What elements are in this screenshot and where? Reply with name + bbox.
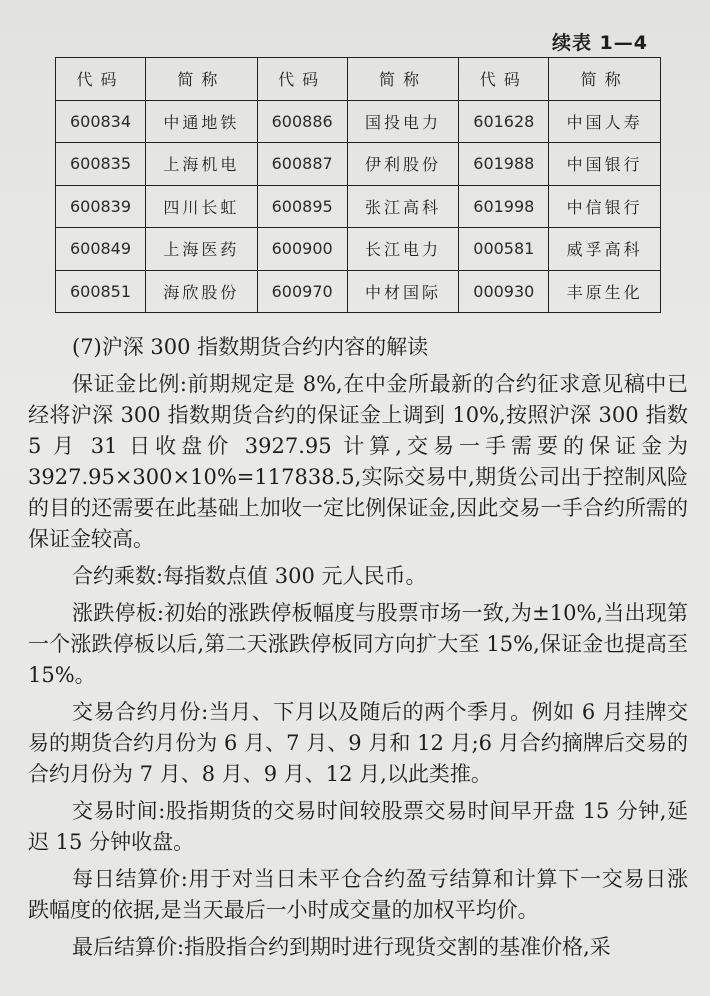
cell-code: 601628 [459, 100, 549, 143]
cell-name: 张江高科 [347, 185, 459, 228]
cell-name: 威孚高科 [549, 228, 661, 271]
header-name-2: 简称 [347, 58, 459, 101]
cell-code: 600849 [56, 228, 146, 271]
cell-code: 600834 [56, 100, 146, 143]
cell-name: 丰原生化 [549, 270, 661, 313]
body-text [28, 332, 688, 969]
table-row [56, 143, 661, 186]
cell-code: 600835 [56, 143, 146, 186]
stock-code-table [55, 57, 661, 313]
paragraph-daily-settlement: 每日结算价:用于对当日未平仓合约盈亏结算和计算下一交易日涨跌幅度的依据,是当天最后一小时成交量的加权平均价。 [28, 867, 688, 922]
cell-code: 000930 [459, 270, 549, 313]
cell-name: 长江电力 [347, 228, 459, 271]
cell-name: 上海机电 [146, 143, 258, 186]
cell-code: 600887 [257, 143, 347, 186]
cell-code: 600886 [257, 100, 347, 143]
cell-code: 600900 [257, 228, 347, 271]
cell-name: 上海医药 [146, 228, 258, 271]
paragraph-price-limit: 涨跌停板:初始的涨跌停板幅度与股票市场一致,为±10%,当出现第一个涨跌停板以后,第二天涨跌停板同方向扩大至 15%,保证金也提高至 15%。 [28, 601, 688, 687]
header-code-3: 代码 [459, 58, 549, 101]
header-code-1: 代码 [56, 58, 146, 101]
cell-code: 601998 [459, 185, 549, 228]
paragraph-contract-multiplier: 合约乘数:每指数点值 300 元人民币。 [72, 564, 427, 588]
cell-name: 国投电力 [347, 100, 459, 143]
table-row [56, 185, 661, 228]
table-header-row [56, 58, 661, 101]
cell-code: 600851 [56, 270, 146, 313]
cell-name: 中国银行 [549, 143, 661, 186]
cell-name: 海欣股份 [146, 270, 258, 313]
cell-name: 中信银行 [549, 185, 661, 228]
table-caption: 续表 1—4 [551, 32, 648, 54]
paragraph-trading-hours: 交易时间:股指期货的交易时间较股票交易时间早开盘 15 分钟,延迟 15 分钟收盘。 [28, 799, 688, 854]
header-name-1: 简称 [146, 58, 258, 101]
paragraph-final-settlement: 最后结算价:指股指合约到期时进行现货交割的基准价格,采 [72, 935, 611, 959]
cell-code: 600970 [257, 270, 347, 313]
cell-name: 中材国际 [347, 270, 459, 313]
paragraph-contract-months: 交易合约月份:当月、下月以及随后的两个季月。例如 6 月挂牌交易的期货合约月份为 6 月、7 月、9 月和 12 月;6 月合约摘牌后交易的合约月份为 7 月、8 月、9 月、12 月,以此类推。 [28, 700, 688, 786]
table-row [56, 270, 661, 313]
header-name-3: 简称 [549, 58, 661, 101]
paragraph-margin-ratio: 保证金比例:前期规定是 8%,在中金所最新的合约征求意见稿中已经将沪深 300 指数期货合约的保证金上调到 10%,按照沪深 300 指数 5 月 31 日收盘价 3927.95 计算,交易一手需要的保证金为 3927.95×300×10%=117838.5,实际交易中,期货公司出于控制风险的目的还需要在此基础上加收一定比例保证金,因此交易一手合约所需的保证金较高。 [28, 372, 688, 551]
section-heading: (7)沪深 300 指数期货合约内容的解读 [72, 335, 429, 359]
cell-code: 000581 [459, 228, 549, 271]
table-row [56, 100, 661, 143]
cell-name: 中国人寿 [549, 100, 661, 143]
table-row [56, 228, 661, 271]
cell-code: 600895 [257, 185, 347, 228]
cell-code: 600839 [56, 185, 146, 228]
cell-name: 伊利股份 [347, 143, 459, 186]
header-code-2: 代码 [257, 58, 347, 101]
cell-name: 中通地铁 [146, 100, 258, 143]
cell-name: 四川长虹 [146, 185, 258, 228]
cell-code: 601988 [459, 143, 549, 186]
